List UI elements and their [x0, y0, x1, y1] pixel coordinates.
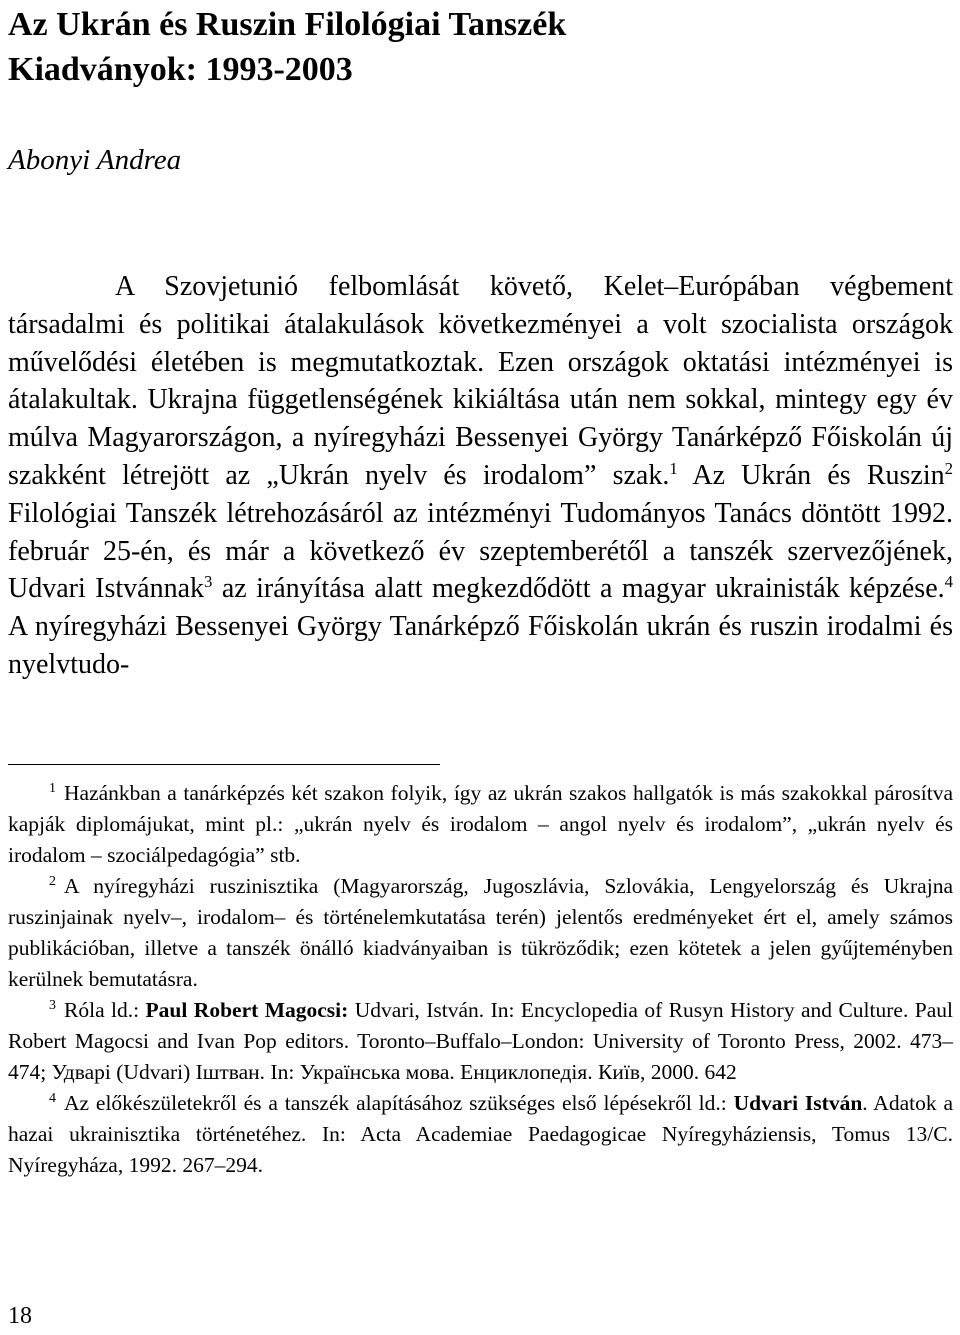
footnote-1 [8, 778, 953, 871]
footnote-prefix: Róla ld.: [64, 998, 140, 1022]
body-sentence-2: Az Ukrán és Ruszin [692, 459, 945, 491]
body-sentence-3: Filológiai Tanszék létrehozásáról az intézményi Tudományos Tanács döntött 1992. február 25-én, és már a következő év szeptemberétől a tanszék szervezőjének, Udvari Istvánnak [8, 497, 953, 605]
author-name: Abonyi Andrea [8, 144, 182, 176]
footnote-text: Hazánkban a tanárképzés két szakon folyik, így az ukrán szakos hallgatók is más szakokkal párosítva kapják diplomájukat, mint pl.: „ukrán nyelv és irodalom – angol nyelv és irodalom”, „ukrán nyelv és irodalom – szociálpedagógia” stb. [8, 781, 953, 867]
footnote-bold-author: Paul Robert Magocsi: [145, 998, 349, 1022]
page-title [8, 2, 566, 92]
footnote-number: 4 [49, 1091, 56, 1107]
body-sentence-5: A nyíregyházi Bessenyei György Tanárképző Főiskolán ukrán és ruszin irodalmi és nyelvtudo- [8, 611, 953, 680]
footnote-text: A nyíregyházi ruszinisztika (Magyarország, Jugoszlávia, Szlovákia, Lengyelország és Ukrajna ruszinjainak nyelv–, irodalom– és történelemkutatása terén) jelentős eredményeket ért el, amely számos publikációban, illetve a tanszék önálló kiadványaiban is tükröződik; ezen kötetek a jelen gyűjteményben kerülnek bemutatásra. [8, 874, 953, 991]
title-line-1: Az Ukrán és Ruszin Filológiai Tanszék [8, 6, 567, 43]
footnote-ref-4: 4 [944, 572, 954, 592]
page-number: 18 [8, 1303, 32, 1329]
footnote-bold-author: Udvari István [733, 1091, 863, 1115]
footnotes [8, 778, 953, 1181]
title-line-2: Kiadványok: 1993-2003 [8, 51, 353, 88]
footnote-3 [8, 995, 953, 1088]
footnote-ref-3: 3 [204, 572, 213, 592]
footnote-number: 2 [49, 874, 56, 890]
footnote-ref-1: 1 [669, 458, 678, 478]
body-sentence-4: az irányítása alatt megkezdődött a magyar ukrainisták képzése. [221, 573, 945, 605]
footnote-number: 3 [49, 998, 56, 1014]
footnote-prefix: Az előkészületekről és a tanszék alapításához szükséges első lépésekről ld.: [64, 1091, 727, 1115]
footnote-number: 1 [49, 781, 56, 797]
body-sentence-1: A Szovjetunió felbomlását követő, Kelet–Európában végbement társadalmi és politikai átalakulások következményei a volt szocialista országok művelődési életében is megmutatkoztak. Ezen országok oktatási intézményei is átalakultak. Ukrajna függetlenségének kikiáltása után nem sokkal, mintegy egy év múlva Magyarországon, a nyíregyházi Bessenyei György Tanárképző Főiskolán új szakként létrejött az „Ukrán nyelv és irodalom” szak. [8, 271, 953, 491]
footnote-ref-2: 2 [944, 458, 953, 478]
footnote-text: . Adatok a hazai ukrainisztika történetéhez. In: Acta Academiae Paedagogicae Nyíregyháziensis, Tomus 13/C. Nyíregyháza, 1992. 267–294. [8, 1091, 953, 1177]
footnote-text: Udvari, István. In: Encyclopedia of Rusyn History and Culture. Paul Robert Magocsi and Ivan Pop editors. Toronto–Buffalo–London: University of Toronto Press, 2002. 473–474; Удварі (Udvari) Іштван. In: Українська мова. Енциклопедія. Київ, 2000. 642 [8, 998, 953, 1084]
body-paragraph [8, 268, 953, 684]
footnote-4 [8, 1088, 953, 1181]
footnote-2 [8, 871, 953, 995]
footnote-divider [8, 764, 440, 765]
